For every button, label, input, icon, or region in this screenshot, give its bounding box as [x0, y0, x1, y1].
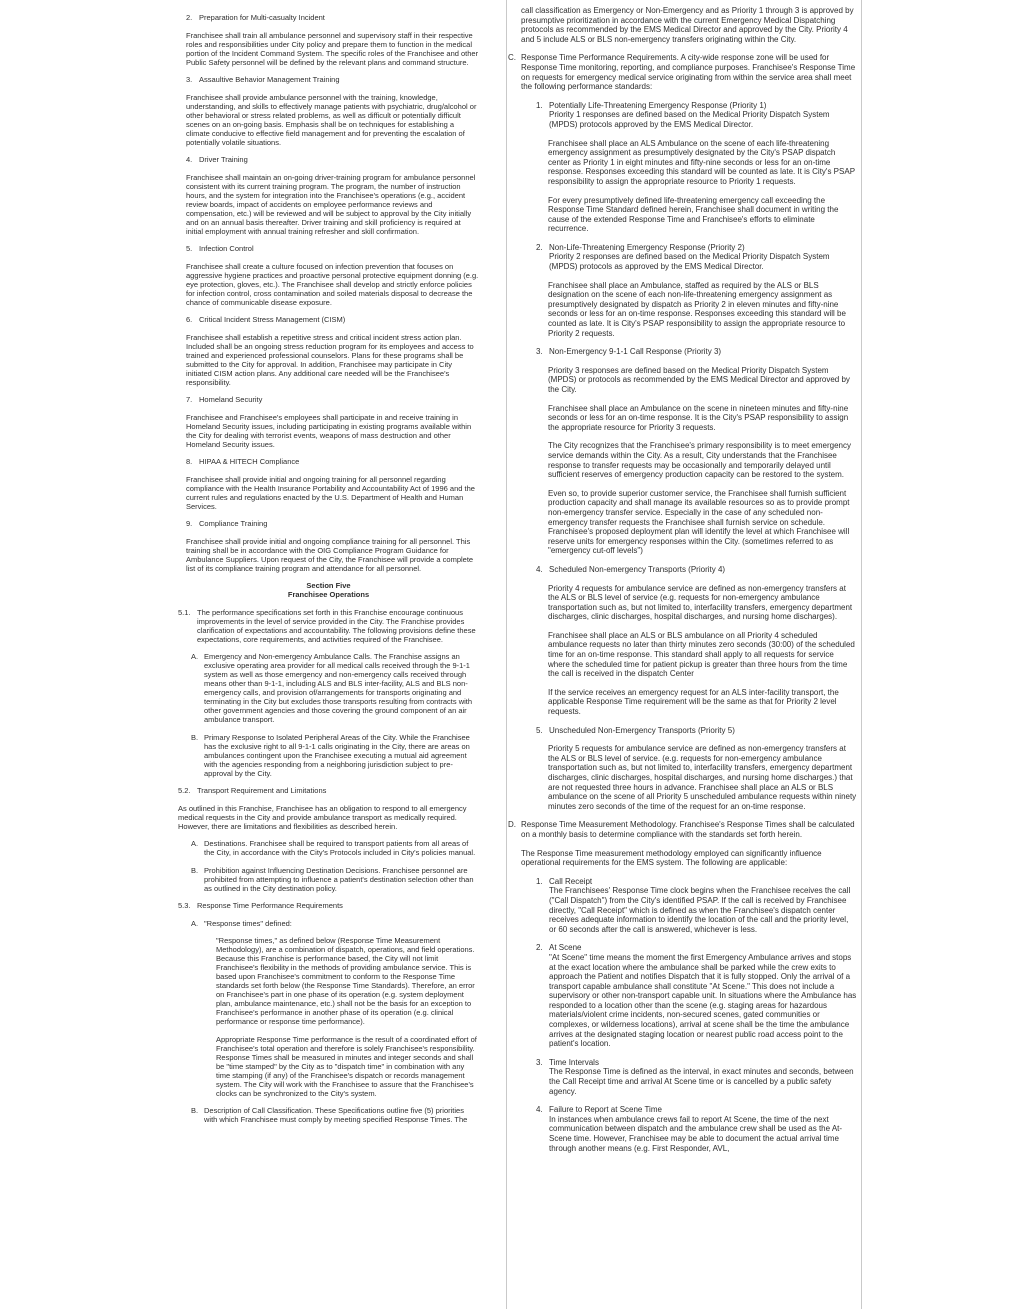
item-title: Assaultive Behavior Management Training — [199, 75, 340, 84]
item-number: 7. — [186, 395, 193, 404]
heading-block — [186, 244, 479, 253]
paragraph-block: Franchisee shall maintain an on-going driver-training program for ambulance personnel consistent with its current training program. The program, the number of instruction hours, and the system for integration into the Franchisee's operations (e.g., accident review boards, impact of accidents on employee performance reviews and compensation, etc.) will be reviewed and will be subject to approval by the City initially and on an annual basis thereafter. Driver training and skill proficiency is required at initial employment with annual training refresher and skill confirmation. — [186, 172, 476, 236]
right-column — [508, 6, 857, 1162]
paragraph-block: Priority 4 requests for ambulance service are defined as non-emergency transfers at the ALS or BLS level of service (e.g. requests for non-emergency ambulance transportation such as, but not limited to, interfacility transfers, emergency department discharges, clinic discharges, hospital discharges, and nursing home discharges). — [548, 583, 853, 622]
heading-block — [186, 75, 479, 84]
item-number: 5.1. — [178, 607, 191, 617]
item-block — [508, 53, 857, 91]
item-number: 4. — [536, 1105, 543, 1115]
paragraph-block: If the service receives an emergency request for an ALS inter-facility transport, the applicable Response Time requirement will be the same as that for Priority 2 level requests. — [548, 687, 839, 717]
item-text: The Response Time is defined as the interval, in exact minutes and seconds, between the Call Receipt time and arrival At Scene time or is cancelled by a public safety agency. — [549, 1067, 854, 1096]
item-title: Time Intervals — [549, 1057, 599, 1067]
item-text: Response Time Performance Requirements. A city-wide response zone will be used for Response Time monitoring, reporting, and compliance purposes. Franchisee's Response Time on requests for emergency medical service originating from within the service area shall meet the following performance standards: — [521, 53, 856, 92]
item-text: The Franchisees' Response Time clock begins when the Franchisee receives the call ("Call Dispatch") from the City's identified PSAP. If the call is received by Franchisee directly, "Call Receipt" which is defined as when the Franchisee's dispatch center receives adequate information to identify the location of the call and the priority level, or 60 seconds after the call is answered, whichever is less. — [549, 886, 851, 934]
item-number: A. — [191, 918, 199, 928]
paragraph-block: call classification as Emergency or Non-Emergency and as Priority 1 through 3 is approved by presumptive prioritization in accordance with the current Emergency Medical Dispatching protocols as recommended by the EMS Medical Director and approved by the City. Priority 4 and 5 include ALS or BLS non-emergency transfers originating within the City. — [521, 6, 854, 44]
item-title: Preparation for Multi-casualty Incident — [199, 13, 325, 22]
item-number: 5. — [536, 725, 543, 735]
item-title: Driver Training — [199, 155, 248, 164]
item-body — [549, 943, 857, 1049]
item-number: 5.3. — [178, 901, 191, 910]
item-number: 2. — [536, 943, 543, 953]
item-number: 2. — [536, 242, 543, 252]
paragraph-block: Franchisee shall place an ALS Ambulance on the scene of each life-threatening emergency assignment as presumptively designated by the City's PSAP dispatch center as Priority 1 in eight minutes and fifty-nine seconds or less for an on-time response. Responses exceeding this standard will be counted as late. It is City's PSAP responsibility to assign the appropriate resource to Priority 1 requests. — [548, 138, 855, 186]
paragraph-block: For every presumptively defined life-threatening emergency call exceeding the Response Time Standard defined herein, Franchisee shall document in writing the cause of the extended Response Time and Franchisee's efforts to eliminate recurrence. — [548, 195, 839, 234]
heading-block — [191, 919, 479, 928]
item-block — [536, 101, 857, 130]
item-block — [178, 608, 479, 644]
item-title: "Response times" defined: — [204, 918, 292, 928]
left-column — [178, 13, 479, 1133]
item-body — [197, 901, 479, 910]
item-title: Infection Control — [199, 244, 254, 253]
paragraph-block: The Response Time measurement methodology employed can significantly influence operational requirements for the EMS system. The following are applicable: — [521, 848, 822, 868]
item-block — [191, 839, 479, 857]
item-body — [549, 877, 857, 935]
paragraph-block: Franchisee shall place an Ambulance, staffed as required by the ALS or BLS designation on the scene of each non-life-threatening emergency assignment as presumptively designated by dispatch as Priority 2 in eleven minutes and fifty-nine seconds or less for an on-time response. Responses exceeding this standard will be counted as late. It is City's PSAP responsibility to assign the appropriate resource to Priority 2 requests. — [548, 280, 846, 338]
item-text: Response Time Measurement Methodology. Franchisee's Response Times shall be calculated on a monthly basis to determine compliance with the standards set forth herein. — [521, 820, 855, 839]
paragraph-block: Priority 5 requests for ambulance service are defined as non-emergency transfers at the ALS or BLS level of service. (e.g. requests for non-emergency ambulance transportation such as, but not limited to, interfacility transfers, emergency department discharges, clinic discharges, hospital discharges, and nursing home discharges.) that are not requested three hours in advance. Franchisee shall place an ALS or BLS ambulance on the scene of all Priority 5 unscheduled ambulance requests within ninety minutes zero seconds of the time of the request for an on-time response. — [548, 744, 857, 811]
item-title: Non-Emergency 9-1-1 Call Response (Priority 3) — [549, 347, 722, 357]
item-number: 4. — [186, 155, 193, 164]
item-body — [549, 1058, 857, 1096]
item-block — [536, 347, 857, 357]
heading-block — [178, 786, 479, 795]
item-text: Priority 1 responses are defined based on the Medical Priority Dispatch System (MPDS) protocols approved by the EMS Medical Director. — [549, 110, 830, 129]
item-body — [549, 565, 857, 575]
section-heading-line: Section Five — [306, 581, 351, 590]
item-body — [199, 75, 479, 84]
item-body — [199, 519, 479, 528]
item-title: Response Time Performance Requirements — [197, 901, 343, 910]
item-block — [191, 866, 479, 893]
paragraph-block: Franchisee shall place an ALS or BLS ambulance on all Priority 4 scheduled ambulance requests no later than thirty minutes zero seconds (30:00) of the scheduled time for an on-time response. This standard shall apply to all requests for service where the scheduled time for patient pickup is greater than three hours from the time the call is received in the dispatch Center — [548, 630, 855, 679]
item-number: A. — [191, 652, 199, 661]
page-right-edge-line — [861, 0, 862, 1309]
item-number: 2. — [186, 13, 193, 22]
item-body — [549, 243, 857, 272]
item-number: 5.2. — [178, 786, 191, 795]
item-number: 6. — [186, 315, 193, 324]
paragraph-block: Even so, to provide superior customer service, the Franchisee shall furnish sufficient production capacity and shall manage its available resources so as to provide prompt non-emergency transfer service. Especially in the case of any scheduled non-emergency transfer requests the Franchisee shall furnish service on schedule. Franchisee's proposed deployment plan will identify the level at which Franchisee will reserve units for emergency responses within the City. (sometimes referred to as "emergency cut-off levels") — [548, 488, 850, 556]
item-title: Unscheduled Non-Emergency Transports (Priority 5) — [549, 725, 735, 735]
item-number: B. — [191, 732, 199, 742]
item-body — [204, 866, 479, 893]
paragraph-block: Franchisee shall provide initial and ongoing training for all personnel regarding compliance with the Health Insurance Portability and Accountability Act of 1996 and the current rules and regulations enacted by the U.S. Department of Health and Human Services. — [186, 474, 475, 511]
item-text: "At Scene" time means the moment the first Emergency Ambulance arrives and stops at the exact location where the ambulance shall be parked while the crew exits to approach the Patient and notifies Dispatch that it is fully stopped. Only the arrival of a transport capable ambulance shall constitute "At Scene." This does not include a supervisory or other non-transport capable unit. In situations where the Ambulance has responded to a location other than the scene (e.g. staging areas for hazardous materials/violent crime incidents, non-secured scenes, gated communities or complexes, or wilderness locations), arrival at scene shall be the time the ambulance arrives at the designated staging location or nearest public road access point to the patient's location. — [549, 952, 857, 1049]
item-body — [549, 101, 857, 130]
item-block — [191, 733, 479, 778]
item-block — [536, 243, 857, 272]
paragraph-block: Franchisee shall train all ambulance personnel and supervisory staff in their respective roles and responsibilities under City policy and prepare them to function in the medical portion of the Incident Command System. The specific roles of the Franchisee and other Public Safety personnel will be defined by the relevant plans and command structure. — [186, 30, 479, 67]
item-number: 8. — [186, 457, 193, 466]
item-block — [508, 820, 857, 839]
item-body — [549, 347, 857, 357]
item-number: 1. — [536, 876, 543, 886]
item-body — [521, 53, 857, 91]
item-title: At Scene — [549, 943, 582, 953]
item-title: Failure to Report at Scene Time — [549, 1105, 662, 1115]
item-text: Priority 2 responses are defined based on the Medical Priority Dispatch System (MPDS) protocols as approved by the EMS Medical Director. — [549, 252, 830, 272]
item-title: Call Receipt — [549, 876, 593, 886]
heading-block — [186, 315, 479, 324]
item-text: Emergency and Non-emergency Ambulance Calls. The Franchise assigns an exclusive operating area provider for all medical calls received through the 9-1-1 system as well as those emergency and non-emergency calls received through means other than 9-1-1, including ALS and BLS inter-facility, ALS and BLS non-emergency calls, and provision of/arrangements for transports originating and terminating in the City but excludes those transports resulting from contracts with other government agencies and those covering the ground component of an air ambulance transport. — [204, 652, 473, 724]
item-body — [521, 820, 857, 839]
heading-block — [186, 457, 479, 466]
section-heading — [178, 581, 479, 599]
item-text: The performance specifications set forth in this Franchise encourage continuous improvements in the level of service provided in the City. The Franchise provides clarification of expectations and accountability. The following provisions define these expectations, core requirements, and activities required of the Franchisee. — [197, 607, 476, 644]
item-body — [204, 839, 479, 857]
item-body — [549, 726, 857, 736]
item-block — [191, 652, 479, 724]
item-number: 1. — [536, 100, 543, 110]
item-title: Transport Requirement and Limitations — [197, 786, 327, 795]
heading-block — [178, 901, 479, 910]
item-number: 9. — [186, 519, 193, 528]
section-heading-line: Franchisee Operations — [287, 590, 370, 599]
item-body — [199, 395, 479, 404]
item-body — [199, 155, 479, 164]
item-title: Non-Life-Threatening Emergency Response (Priority 2) — [549, 242, 745, 252]
paragraph-block: Franchisee shall place an Ambulance on the scene in nineteen minutes and fifty-nine seconds or less for an on-time response. It is the City's PSAP responsibility to assign the appropriate resource for Priority 3 requests. — [548, 403, 849, 432]
heading-block — [186, 155, 479, 164]
item-body — [204, 919, 479, 928]
item-title: Compliance Training — [199, 519, 268, 528]
item-title: HIPAA & HITECH Compliance — [199, 457, 300, 466]
column-divider-line — [506, 0, 507, 1309]
item-block — [536, 943, 857, 1049]
item-title: Homeland Security — [199, 395, 263, 404]
paragraph-block: Appropriate Response Time performance is the result of a coordinated effort of Franchisee's total operation and therefore is solely Franchisee's responsibility. Response Times shall be measured in minutes and integer seconds and shall be "time stamped" by the City as to "dispatch time" in combination with any time stamping (if any) of the Franchisee's dispatch or records management system. The City will work with the Franchisee to assure that the Franchisee's clocks can be synchronized to the City's system. — [216, 1034, 477, 1098]
item-block — [536, 565, 857, 575]
paragraph-block: Franchisee shall create a culture focused on infection prevention that focuses on aggressive hygiene practices and proactive personal protective equipment donning (e.g. eye protection, gloves, etc.). The Franchisee shall develop and strictly enforce policies for infection control, cross contamination and soiled materials disposal to decrease the chance of communicable disease exposure. — [186, 261, 479, 307]
item-block — [536, 726, 857, 736]
item-number: C. — [508, 53, 516, 63]
paragraph-block: The City recognizes that the Franchisee's primary responsibility is to meet emergency service demands within the City. As a result, City understands that the Franchisee response to transfer requests may be occasionally and temporarily delayed until sufficient reserves of emergency production capacity can be restored to the system. — [548, 441, 851, 480]
item-number: B. — [191, 1106, 199, 1115]
item-number: 3. — [186, 75, 193, 84]
paragraph-block: Franchisee shall establish a repetitive stress and critical incident stress action plan. Included shall be an ongoing stress reduction program for its employees and access to trained and experienced professional counselors. Plans for these programs shall be submitted to the City for approval. In addition, Franchisee may participate in City initiated CISM action plans. Any additional care needed will be the Franchisee's responsibility. — [186, 332, 474, 387]
paragraph-block: Priority 3 responses are defined based on the Medical Priority Dispatch System (MPDS) or protocols as recommended by the EMS Medical Director and approved by the City. — [548, 365, 850, 394]
item-body — [197, 608, 479, 644]
item-text: In instances when ambulance crews fail to report At Scene, the time of the next communication between dispatch and the ambulance crew shall be used as the At-Scene time. However, Franchisee may be able to document the actual arrival time through another means (e.g. First Responder, AVL, — [549, 1114, 843, 1153]
item-text: Destinations. Franchisee shall be required to transport patients from all areas of the City, in accordance with the City's Protocols included in City's policies manual. — [204, 839, 476, 857]
heading-block — [186, 395, 479, 404]
item-body — [197, 786, 479, 795]
paragraph-block: "Response times," as defined below (Response Time Measurement Methodology), are a combination of dispatch, operations, and field operations. Because this Franchise is performance based, the City will not limit Franchisee's flexibility in the methods of providing ambulance service. This is based upon Franchisee's commitment to conform to the Response Time standards set forth below (the Response Time Standards). Therefore, an error on Franchisee's part in one phase of its operation (e.g. system deployment plan, ambulance maintenance, etc.) shall not be the basis for an exception to Franchisee's performance in another phase of its operation (e.g. clinical performance or response time performance). — [216, 936, 475, 1026]
item-body — [204, 1106, 479, 1124]
item-title: Scheduled Non-emergency Transports (Priority 4) — [549, 564, 726, 574]
item-number: 3. — [536, 347, 543, 357]
item-text: Prohibition against Influencing Destination Decisions. Franchisee personnel are prohibited from attempting to influence a patient's destination selection other than as outlined in the City destination policy. — [204, 865, 474, 893]
item-number: B. — [191, 865, 199, 875]
item-text: Description of Call Classification. These Specifications outline five (5) priorities with which Franchisee must comply by meeting specified Response Times. The — [204, 1106, 468, 1124]
item-text: Primary Response to Isolated Peripheral Areas of the City. While the Franchisee has the exclusive right to all 9-1-1 calls originating in the City, there are areas on ambulances contingent upon the Franchisee executing a mutual aid agreement with the agencies responding from a neighboring jurisdiction subject to pre-approval by the City. — [204, 732, 470, 778]
item-block — [191, 1106, 479, 1124]
item-number: 5. — [186, 244, 193, 253]
paragraph-block: Franchisee shall provide ambulance personnel with the training, knowledge, understanding, and skills to effectively manage patients with psychiatric, drug/alcohol or other behavioral or stress related problems, as well as difficult or potentially difficult scenes on an on-going basis. Emphasis shall be on techniques for establishing a climate conducive to effective field management and for preventing the escalation of potentially volatile situations. — [186, 92, 477, 147]
item-title: Critical Incident Stress Management (CISM) — [199, 315, 346, 324]
item-body — [204, 733, 479, 778]
item-number: 4. — [536, 564, 543, 574]
heading-block — [186, 13, 479, 22]
item-block — [536, 1058, 857, 1096]
item-body — [204, 652, 479, 724]
item-body — [549, 1105, 857, 1153]
paragraph-block: Franchisee and Franchisee's employees shall participate in and receive training in Homeland Security issues, including participating in existing programs available within the City for dealing with terrorist events, weapons of mass destruction and other Homeland Security issues. — [186, 412, 472, 449]
item-body — [199, 457, 479, 466]
item-body — [199, 315, 479, 324]
item-title: Potentially Life-Threatening Emergency Response (Priority 1) — [549, 100, 767, 110]
item-number: D. — [508, 820, 516, 830]
paragraph-block: Franchisee shall provide initial and ongoing compliance training for all personnel. This training shall be in accordance with the OIG Compliance Program Guidance for Ambulance Suppliers. Upon request of the City, the Franchisee will provide a complete list of its compliance training program and attendance for all personnel. — [186, 536, 474, 573]
item-body — [199, 244, 479, 253]
item-block — [536, 877, 857, 935]
heading-block — [186, 519, 479, 528]
item-body — [199, 13, 479, 22]
paragraph-block: As outlined in this Franchise, Franchisee has an obligation to respond to all emergency medical requests in the City and provide ambulance transport as medically required. However, there are limitations and flexibilities as described herein. — [178, 803, 467, 831]
item-number: A. — [191, 839, 199, 848]
item-number: 3. — [536, 1057, 543, 1067]
item-block — [536, 1105, 857, 1153]
